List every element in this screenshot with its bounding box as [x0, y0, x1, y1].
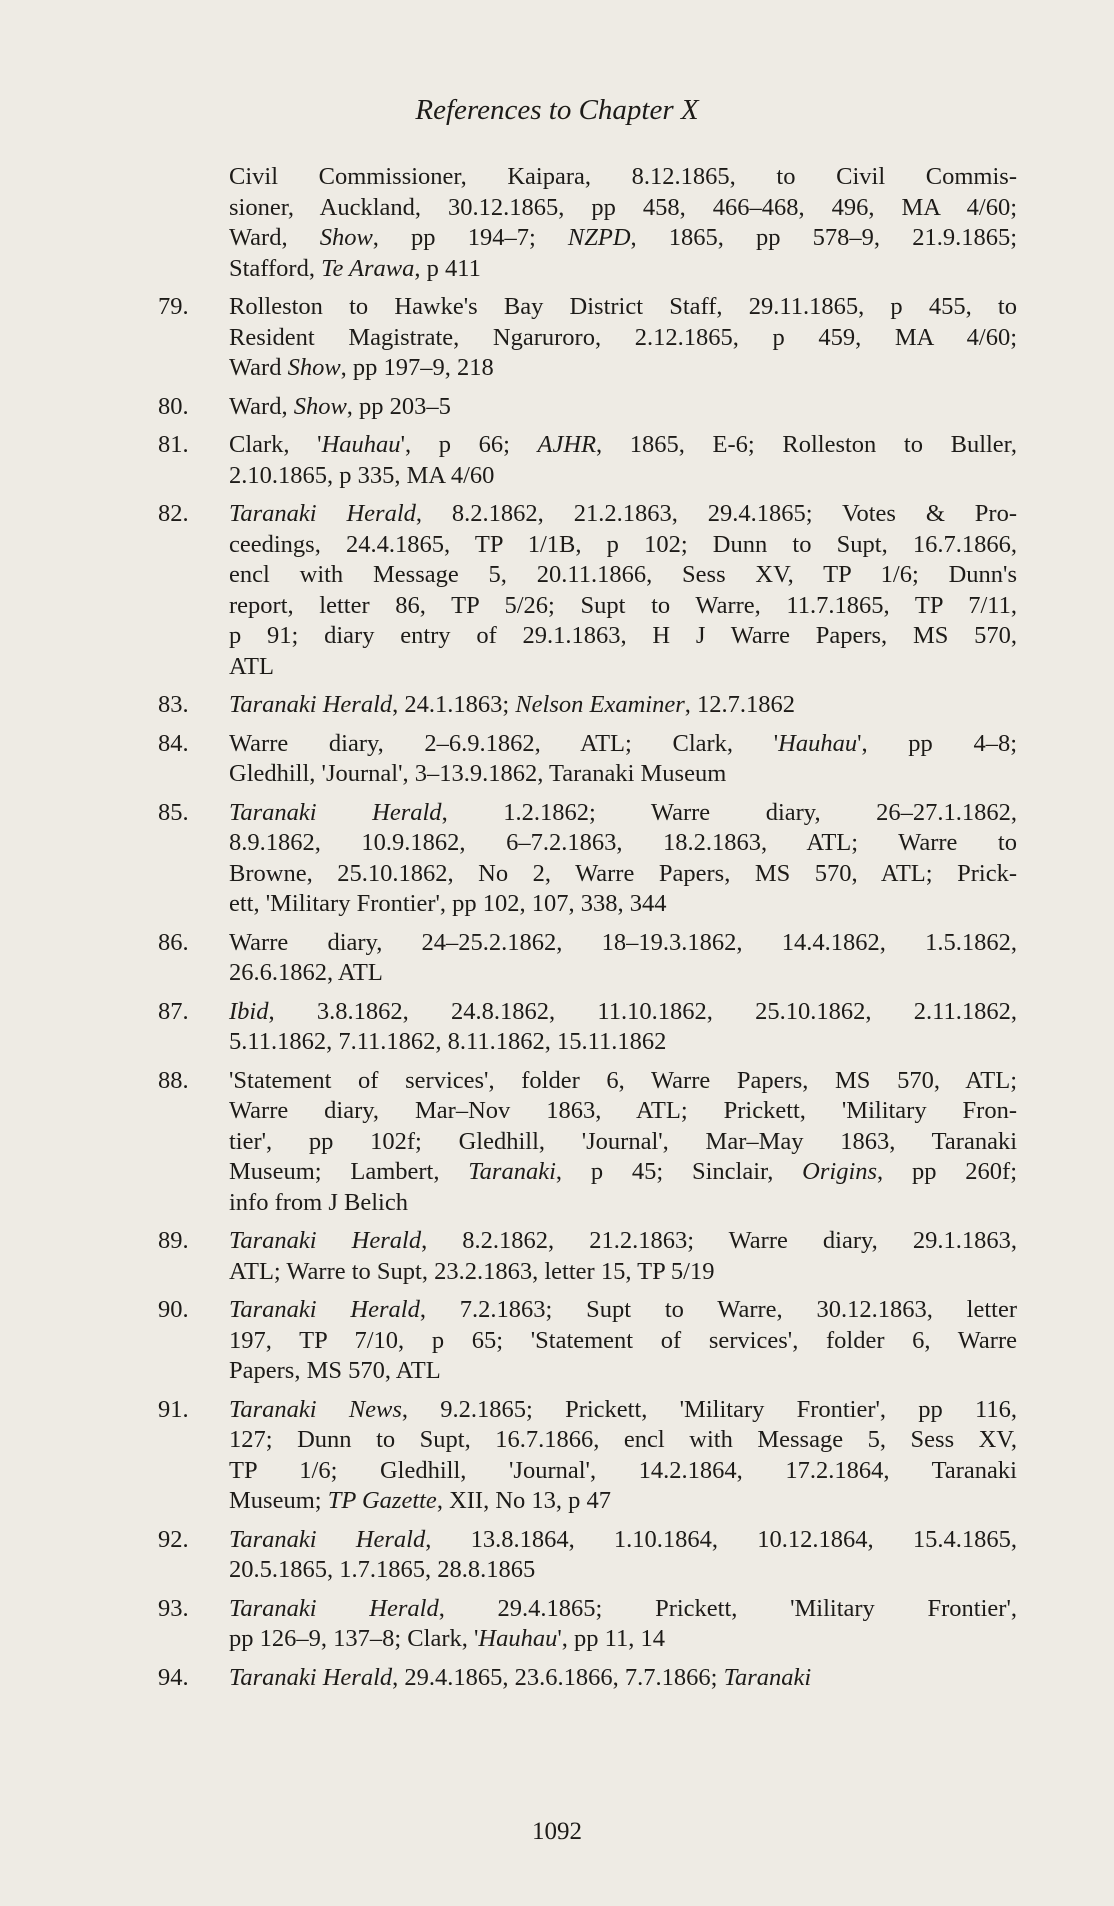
reference-text-line: Taranaki Herald, 7.2.1863; Supt to Warre, 30.12.1863, letter: [229, 1296, 1017, 1323]
reference-text-line: 8.9.1862, 10.9.1862, 6–7.2.1863, 18.2.1863, ATL; Warre to: [229, 829, 1017, 856]
reference-entry: [0, 1395, 1114, 1517]
reference-entry: [0, 928, 1114, 989]
italic-title: NZPD: [567, 224, 631, 251]
page-number: 1092: [532, 1818, 582, 1845]
reference-entry: [0, 798, 1114, 920]
reference-text-line: 20.5.1865, 1.7.1865, 28.8.1865: [229, 1556, 536, 1583]
reference-text-line: Museum; Lambert, Taranaki, p 45; Sinclair, Origins, pp 260f;: [229, 1158, 1018, 1185]
reference-text-line: sioner, Auckland, 30.12.1865, pp 458, 466–468, 496, MA 4/60;: [229, 193, 1017, 221]
reference-number: 81.: [158, 431, 189, 458]
reference-text-line: TP 1/6; Gledhill, 'Journal', 14.2.1864, 17.2.1864, Taranaki: [229, 1456, 1017, 1484]
reference-entry: [0, 690, 1114, 721]
italic-title: Ibid: [229, 997, 269, 1025]
reference-continuation: [0, 162, 1114, 284]
reference-number: 94.: [158, 1663, 189, 1691]
italic-title: Nelson Examiner: [515, 691, 685, 718]
reference-entry: [0, 1525, 1114, 1586]
reference-text-line: 5.11.1862, 7.11.1862, 8.11.1862, 15.11.1862: [229, 1028, 667, 1055]
reference-list: [0, 162, 1114, 1693]
reference-text-line: encl with Message 5, 20.11.1866, Sess XV, TP 1/6; Dunn's: [229, 561, 1017, 588]
reference-text-line: Taranaki Herald, 8.2.1862, 21.2.1863, 29.4.1865; Votes & Pro-: [229, 500, 1017, 527]
italic-title: Taranaki Herald: [229, 500, 416, 527]
reference-text-line: Taranaki Herald, 29.4.1865; Prickett, 'Military Frontier',: [229, 1594, 1017, 1622]
reference-number: 80.: [158, 392, 189, 420]
reference-number: 85.: [158, 798, 189, 826]
italic-title: Taranaki Herald: [229, 1296, 420, 1323]
reference-number: 91.: [158, 1395, 189, 1423]
italic-title: Taranaki Herald: [229, 798, 442, 826]
reference-text-line: Browne, 25.10.1862, No 2, Warre Papers, MS 570, ATL; Prick-: [229, 859, 1017, 887]
reference-number: 90.: [158, 1296, 189, 1323]
reference-text-line: 'Statement of services', folder 6, Warre Papers, MS 570, ATL;: [229, 1066, 1017, 1094]
italic-title: Taranaki Herald: [229, 1594, 439, 1622]
reference-text-line: Taranaki Herald, 8.2.1862, 21.2.1863; Warre diary, 29.1.1863,: [229, 1227, 1017, 1254]
reference-text-line: pp 126–9, 137–8; Clark, 'Hauhau', pp 11, 14: [229, 1625, 665, 1652]
reference-text-line: Museum; TP Gazette, XII, No 13, p 47: [229, 1487, 612, 1514]
reference-text-line: 26.6.1862, ATL: [229, 959, 383, 986]
reference-text-line: ceedings, 24.4.1865, TP 1/1B, p 102; Dunn to Supt, 16.7.1866,: [229, 530, 1017, 558]
reference-text-line: Resident Magistrate, Ngaruroro, 2.12.1865, p 459, MA 4/60;: [229, 323, 1017, 351]
reference-number: 93.: [158, 1594, 189, 1622]
reference-text-line: Ibid, 3.8.1862, 24.8.1862, 11.10.1862, 25.10.1862, 2.11.1862,: [229, 997, 1017, 1025]
reference-entry: [0, 1295, 1114, 1387]
italic-title: Origins: [802, 1158, 878, 1185]
reference-text-line: Taranaki News, 9.2.1865; Prickett, 'Military Frontier', pp 116,: [229, 1395, 1017, 1423]
italic-title: Taranaki: [468, 1158, 556, 1185]
reference-text-line: Stafford, Te Arawa, p 411: [229, 254, 481, 282]
italic-title: Show: [293, 392, 347, 420]
reference-number: 92.: [158, 1525, 189, 1553]
italic-title: Taranaki Herald: [229, 1663, 393, 1691]
reference-text-line: info from J Belich: [229, 1188, 408, 1216]
reference-entry: [0, 499, 1114, 682]
reference-text-line: Papers, MS 570, ATL: [229, 1357, 441, 1384]
reference-text-line: Clark, 'Hauhau', p 66; AJHR, 1865, E-6; Rolleston to Buller,: [229, 431, 1017, 458]
italic-title: AJHR: [537, 431, 597, 458]
reference-number: 84.: [158, 729, 189, 757]
reference-entry: [0, 729, 1114, 790]
italic-title: Taranaki News: [229, 1395, 402, 1423]
reference-entry: [0, 392, 1114, 423]
reference-number: 79.: [158, 293, 189, 320]
reference-text-line: ett, 'Military Frontier', pp 102, 107, 338, 344: [229, 890, 667, 917]
reference-text-line: Taranaki Herald, 24.1.1863; Nelson Examiner, 12.7.1862: [229, 691, 796, 718]
italic-title: Taranaki Herald: [229, 691, 393, 718]
reference-number: 83.: [158, 691, 189, 718]
italic-title: Taranaki: [723, 1663, 812, 1691]
reference-number: 89.: [158, 1227, 189, 1254]
running-header: References to Chapter X: [415, 94, 699, 126]
reference-text-line: Taranaki Herald, 29.4.1865, 23.6.1866, 7.7.1866; Taranaki: [229, 1663, 812, 1691]
reference-text-line: Warre diary, 2–6.9.1862, ATL; Clark, 'Hauhau', pp 4–8;: [229, 729, 1017, 757]
reference-text-line: ATL: [229, 652, 274, 680]
reference-number: 86.: [158, 928, 189, 956]
reference-entry: [0, 1066, 1114, 1219]
reference-number: 88.: [158, 1066, 189, 1094]
reference-text-line: Rolleston to Hawke's Bay District Staff, 29.11.1865, p 455, to: [229, 293, 1017, 320]
italic-title: Hauhau: [778, 729, 858, 757]
italic-title: Hauhau: [478, 1625, 558, 1652]
italic-title: TP Gazette: [327, 1487, 437, 1514]
reference-text-line: Civil Commissioner, Kaipara, 8.12.1865, to Civil Commis-: [229, 163, 1017, 190]
italic-title: Taranaki Herald: [229, 1227, 422, 1254]
reference-entry: [0, 1594, 1114, 1655]
reference-text-line: Gledhill, 'Journal', 3–13.9.1862, Taranaki Museum: [229, 760, 727, 787]
reference-entry: [0, 430, 1114, 491]
italic-title: Show: [319, 224, 373, 251]
reference-text-line: Taranaki Herald, 1.2.1862; Warre diary, 26–27.1.1862,: [229, 798, 1017, 826]
reference-text-line: 127; Dunn to Supt, 16.7.1866, encl with Message 5, Sess XV,: [229, 1426, 1017, 1453]
reference-text-line: Ward, Show, pp 203–5: [229, 392, 451, 420]
italic-title: Te Arawa: [321, 254, 415, 282]
reference-entry: [0, 1663, 1114, 1694]
reference-entry: [0, 997, 1114, 1058]
reference-text-line: Ward Show, pp 197–9, 218: [229, 354, 494, 381]
reference-text-line: 197, TP 7/10, p 65; 'Statement of services', folder 6, Warre: [229, 1326, 1017, 1354]
reference-entry: [0, 1226, 1114, 1287]
reference-text-line: Warre diary, 24–25.2.1862, 18–19.3.1862, 14.4.1862, 1.5.1862,: [229, 928, 1017, 956]
reference-text-line: Taranaki Herald, 13.8.1864, 1.10.1864, 10.12.1864, 15.4.1865,: [229, 1525, 1017, 1553]
reference-text-line: Warre diary, Mar–Nov 1863, ATL; Prickett, 'Military Fron-: [229, 1097, 1017, 1124]
italic-title: Show: [287, 354, 341, 381]
reference-text-line: Ward, Show, pp 194–7; NZPD, 1865, pp 578–9, 21.9.1865;: [229, 224, 1017, 251]
italic-title: Taranaki Herald: [229, 1525, 426, 1553]
reference-number: 82.: [158, 500, 189, 527]
reference-text-line: p 91; diary entry of 29.1.1863, H J Warre Papers, MS 570,: [229, 622, 1017, 649]
reference-text-line: ATL; Warre to Supt, 23.2.1863, letter 15, TP 5/19: [229, 1257, 715, 1285]
italic-title: Hauhau: [321, 431, 401, 458]
reference-text-line: 2.10.1865, p 335, MA 4/60: [229, 461, 495, 489]
reference-text-line: tier', pp 102f; Gledhill, 'Journal', Mar–May 1863, Taranaki: [229, 1127, 1017, 1155]
reference-number: 87.: [158, 997, 189, 1025]
reference-entry: [0, 292, 1114, 384]
reference-text-line: report, letter 86, TP 5/26; Supt to Warre, 11.7.1865, TP 7/11,: [229, 591, 1017, 619]
